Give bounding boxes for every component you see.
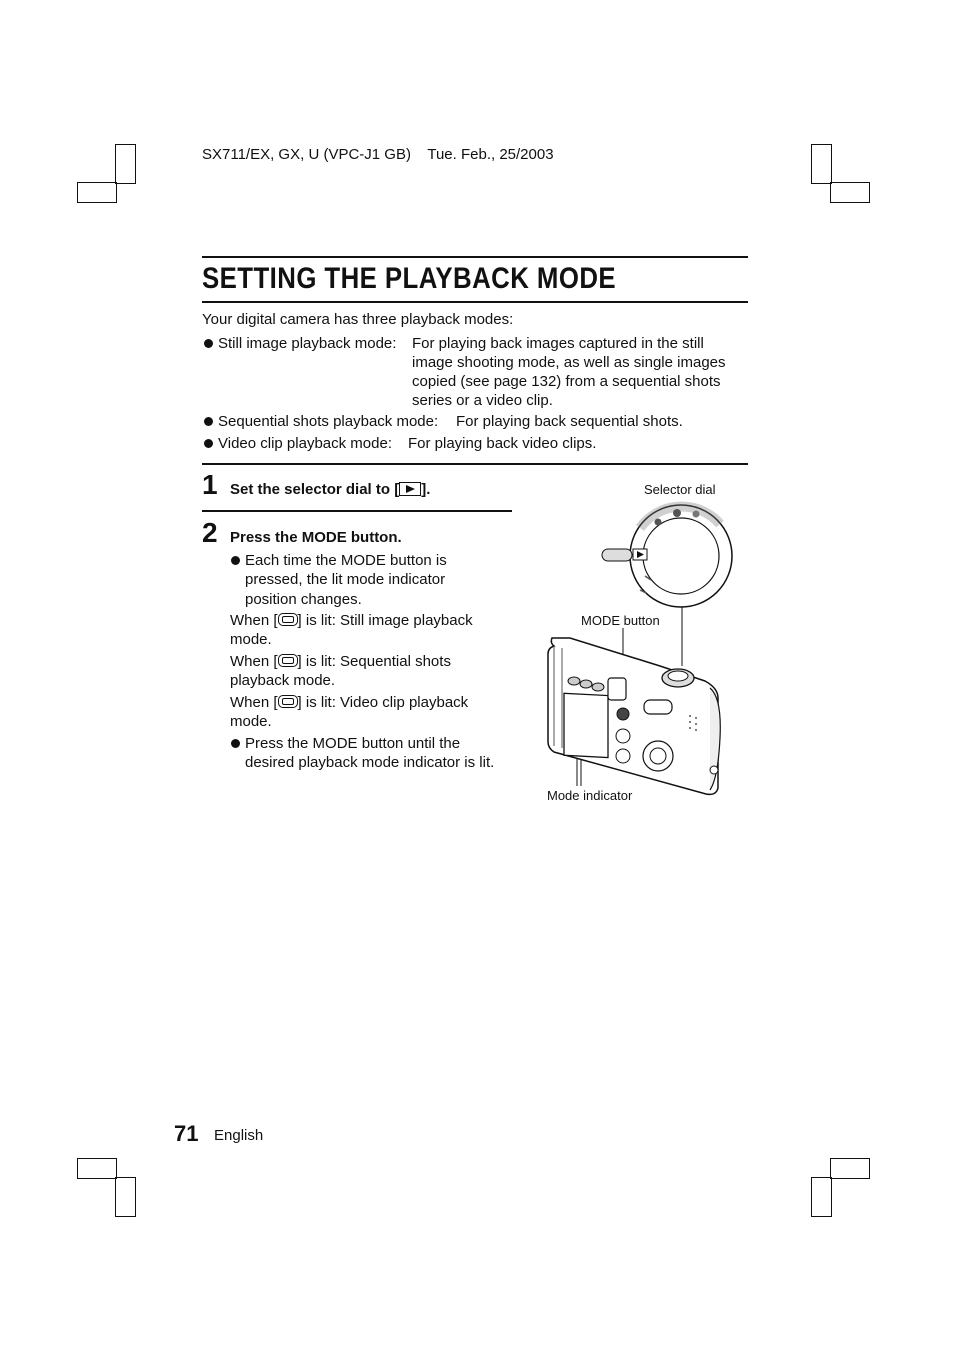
when-seq-line-2: playback mode. — [230, 672, 336, 689]
step-2-bullet-1-line-3: position changes. — [245, 591, 362, 608]
mode-label-sequential: Sequential shots playback mode: — [218, 413, 439, 430]
mode-desc-still-4: series or a video clip. — [412, 392, 553, 409]
step-2-heading: Press the MODE button. — [230, 529, 402, 546]
when-still-line-2: mode. — [230, 631, 272, 648]
when-seq-b: ] is lit: Sequential shots — [297, 653, 451, 670]
mode-desc-still-3: copied (see page 132) from a sequential shots — [412, 373, 721, 390]
step-2-bullet-2-line-2: desired playback mode indicator is lit. — [245, 754, 495, 771]
step-1-number: 1 — [202, 469, 218, 500]
camera-illustration — [540, 498, 740, 800]
crop-mark-bl-v — [115, 1177, 136, 1217]
print-header: SX711/EX, GX, U (VPC-J1 GB) Tue. Feb., 25/2003 — [202, 146, 554, 163]
crop-mark-tl-h — [77, 182, 117, 203]
still-playback-icon — [278, 613, 298, 626]
crop-mark-tr-h — [830, 182, 870, 203]
when-video-a: When [ — [230, 694, 278, 711]
label-mode-button: MODE button — [581, 613, 660, 628]
video-playback-icon — [278, 695, 298, 708]
when-seq-a: When [ — [230, 653, 278, 670]
mode-desc-still-1: For playing back images captured in the still — [412, 335, 704, 352]
step-2-bullet-2-line-1: Press the MODE button until the — [245, 735, 461, 752]
bullet-dot — [204, 417, 213, 426]
section-rule — [202, 463, 748, 465]
when-still-a: When [ — [230, 612, 278, 629]
crop-mark-br-h — [830, 1158, 870, 1179]
when-seq-line-1 — [230, 652, 451, 672]
title-rule-bottom — [202, 301, 748, 303]
selector-dial-icon — [630, 505, 732, 607]
bullet-dot — [204, 339, 213, 348]
step-2-bullet-1-line-1: Each time the MODE button is — [245, 552, 447, 569]
playback-icon — [399, 482, 421, 496]
label-mode-indicator: Mode indicator — [547, 788, 633, 803]
bullet-dot — [204, 439, 213, 448]
when-video-line-1 — [230, 693, 468, 713]
mode-label-still: Still image playback mode: — [218, 335, 397, 352]
step-2-bullet-1-line-2: pressed, the lit mode indicator — [245, 571, 446, 588]
crop-mark-tl-v — [115, 144, 136, 184]
step-2-number: 2 — [202, 517, 218, 548]
when-still-b: ] is lit: Still image playback — [297, 612, 473, 629]
mode-desc-sequential: For playing back sequential shots. — [456, 413, 683, 430]
label-selector-dial: Selector dial — [644, 482, 716, 497]
mode-label-video: Video clip playback mode: — [218, 435, 392, 452]
step-rule — [202, 510, 512, 512]
step-1-text-b: ]. — [421, 481, 431, 498]
page-title: SETTING THE PLAYBACK MODE — [202, 262, 617, 295]
when-video-line-2: mode. — [230, 713, 272, 730]
camera-body — [548, 638, 720, 794]
intro-text: Your digital camera has three playback modes: — [202, 311, 514, 328]
title-rule-top — [202, 256, 748, 258]
when-still-line-1 — [230, 611, 473, 631]
bullet-dot — [231, 556, 240, 565]
when-video-b: ] is lit: Video clip playback — [297, 694, 469, 711]
crop-mark-tr-v — [811, 144, 832, 184]
sequential-playback-icon — [278, 654, 298, 667]
mode-desc-still-2: image shooting mode, as well as single images — [412, 354, 726, 371]
step-1-text-a: Set the selector dial to [ — [230, 481, 400, 498]
page-number: 71 — [174, 1121, 199, 1146]
footer-language: English — [214, 1127, 264, 1144]
step-1-text — [230, 480, 430, 500]
crop-mark-br-v — [811, 1177, 832, 1217]
bullet-dot — [231, 739, 240, 748]
crop-mark-bl-h — [77, 1158, 117, 1179]
mode-desc-video: For playing back video clips. — [408, 435, 597, 452]
